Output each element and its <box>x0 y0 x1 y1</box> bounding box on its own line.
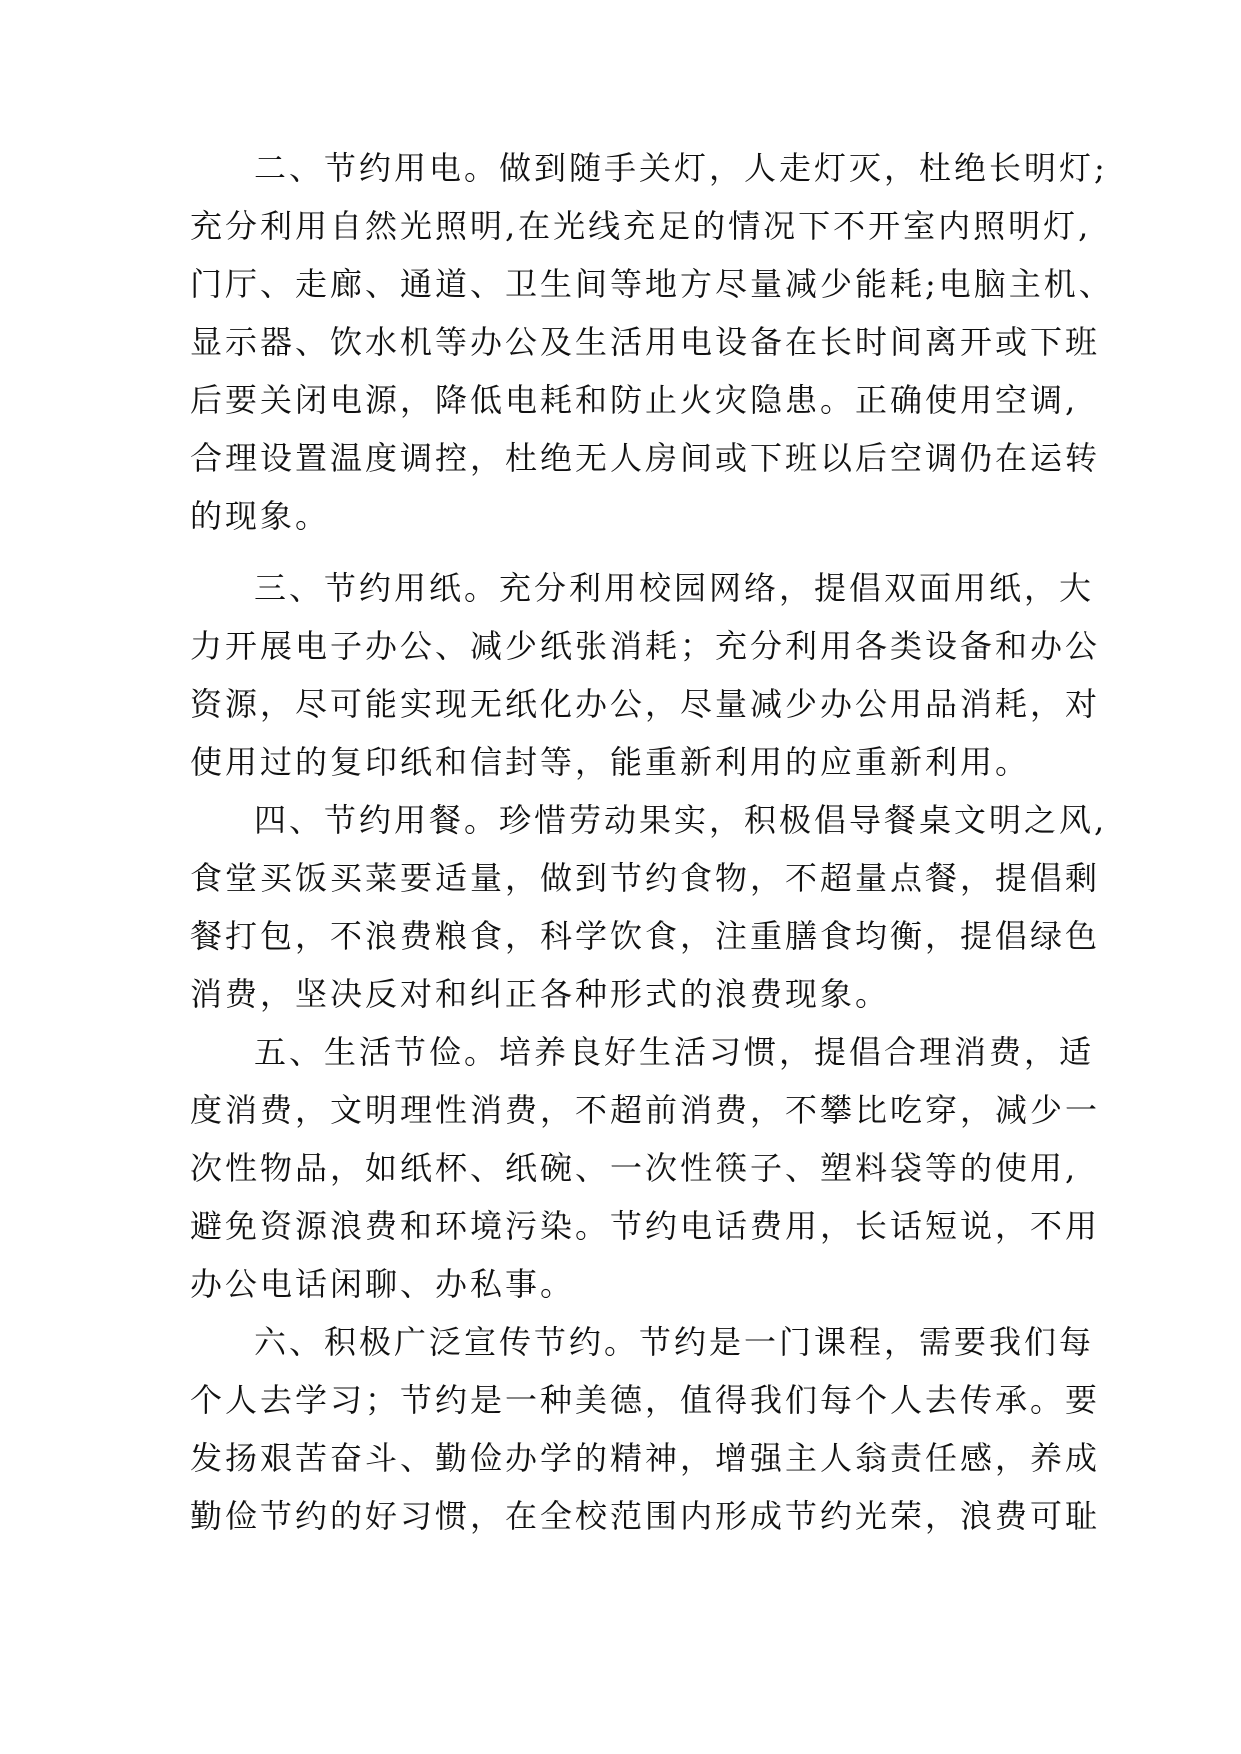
paragraph-line: 餐打包，不浪费粮食，科学饮食，注重膳食均衡，提倡绿色 <box>190 917 1101 955</box>
paragraph-line: 四、节约用餐。珍惜劳动果实，积极倡导餐桌文明之风, <box>254 801 1108 839</box>
paragraph-line: 六、积极广泛宣传节约。节约是一门课程，需要我们每 <box>254 1323 1095 1361</box>
paragraph-line: 显示器、饮水机等办公及生活用电设备在长时间离开或下班 <box>190 323 1101 361</box>
paragraph-line: 避免资源浪费和环境污染。节约电话费用，长话短说，不用 <box>190 1207 1101 1245</box>
paragraph-line: 次性物品，如纸杯、纸碗、一次性筷子、塑料袋等的使用, <box>190 1149 1079 1187</box>
paragraph-line: 充分利用自然光照明,在光线充足的情况下不开室内照明灯, <box>190 207 1092 245</box>
paragraph-line: 五、生活节俭。培养良好生活习惯，提倡合理消费，适 <box>254 1033 1095 1071</box>
paragraph-line: 资源，尽可能实现无纸化办公，尽量减少办公用品消耗，对 <box>190 685 1101 723</box>
paragraph-line: 个人去学习；节约是一种美德，值得我们每个人去传承。要 <box>190 1381 1101 1419</box>
paragraph-line: 门厅、走廊、通道、卫生间等地方尽量减少能耗;电脑主机、 <box>190 265 1114 303</box>
paragraph-line: 三、节约用纸。充分利用校园网络，提倡双面用纸，大 <box>254 569 1095 607</box>
paragraph-line: 合理设置温度调控，杜绝无人房间或下班以后空调仍在运转 <box>190 439 1101 477</box>
paragraph-line: 发扬艰苦奋斗、勤俭办学的精神，增强主人翁责任感，养成 <box>190 1439 1101 1477</box>
paragraph-line: 办公电话闲聊、办私事。 <box>190 1265 576 1303</box>
paragraph-line: 力开展电子办公、减少纸张消耗；充分利用各类设备和办公 <box>190 627 1101 665</box>
paragraph-line: 消费，坚决反对和纠正各种形式的浪费现象。 <box>190 975 891 1013</box>
paragraph-line: 的现象。 <box>190 497 331 535</box>
paragraph-line: 勤俭节约的好习惯，在全校范围内形成节约光荣，浪费可耻 <box>190 1497 1101 1535</box>
paragraph-line: 食堂买饭买菜要适量，做到节约食物，不超量点餐，提倡剩 <box>190 859 1101 897</box>
paragraph-line: 度消费，文明理性消费，不超前消费，不攀比吃穿，减少一 <box>190 1091 1101 1129</box>
paragraph-line: 使用过的复印纸和信封等，能重新利用的应重新利用。 <box>190 743 1031 781</box>
paragraph-line: 二、节约用电。做到随手关灯，人走灯灭，杜绝长明灯; <box>254 149 1108 187</box>
paragraph-line: 后要关闭电源，降低电耗和防止火灾隐患。正确使用空调, <box>190 381 1079 419</box>
